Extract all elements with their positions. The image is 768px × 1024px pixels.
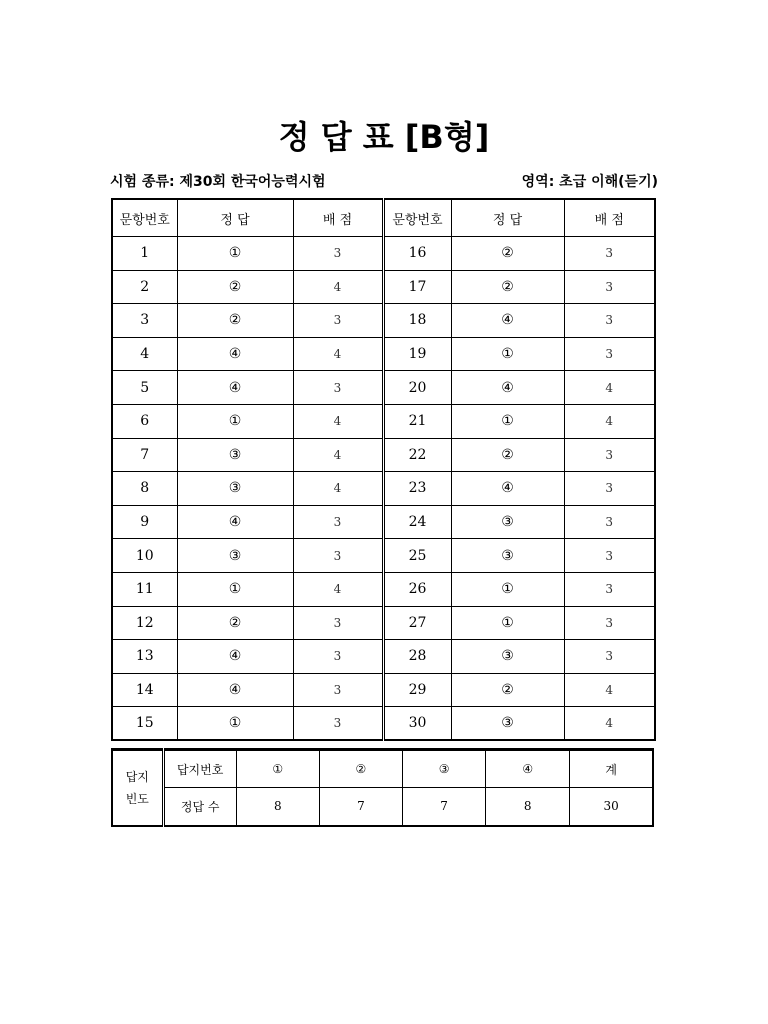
points-cell: 3 <box>564 270 655 304</box>
answer-cell: ④ <box>177 673 293 707</box>
freq-section-line1: 답지 <box>125 769 149 784</box>
question-number-cell: 21 <box>383 404 451 438</box>
question-number-cell: 5 <box>112 371 177 405</box>
question-number-cell: 17 <box>383 270 451 304</box>
points-cell: 3 <box>293 371 383 405</box>
page-title: 정 답 표 [B형] <box>278 118 490 156</box>
points-cell: 3 <box>293 640 383 674</box>
table-row <box>112 404 655 438</box>
question-number-cell: 2 <box>112 270 177 304</box>
freq-row1-cell: ③ <box>403 750 486 788</box>
question-number-cell: 3 <box>112 304 177 338</box>
answer-cell: ④ <box>177 505 293 539</box>
answer-cell: ② <box>451 673 564 707</box>
points-cell: 3 <box>293 304 383 338</box>
question-number-cell: 25 <box>383 539 451 573</box>
table-row <box>112 371 655 405</box>
header-answer-2: 정 답 <box>451 199 564 237</box>
freq-row1-label: 답지번호 <box>163 750 236 788</box>
points-cell: 3 <box>293 237 383 271</box>
freq-row2-cell: 7 <box>403 788 486 826</box>
points-cell: 4 <box>564 371 655 405</box>
header-points-2: 배 점 <box>564 199 655 237</box>
answer-cell: ② <box>177 606 293 640</box>
table-row <box>112 640 655 674</box>
question-number-cell: 12 <box>112 606 177 640</box>
answer-cell: ④ <box>451 304 564 338</box>
answer-cell: ① <box>177 707 293 741</box>
answer-cell: ② <box>177 304 293 338</box>
points-cell: 3 <box>564 640 655 674</box>
question-number-cell: 9 <box>112 505 177 539</box>
answer-cell: ③ <box>451 707 564 741</box>
header-question-number-2: 문항번호 <box>383 199 451 237</box>
question-number-cell: 15 <box>112 707 177 741</box>
answer-cell: ① <box>451 404 564 438</box>
points-cell: 3 <box>293 539 383 573</box>
question-number-cell: 10 <box>112 539 177 573</box>
freq-row-correct-count <box>112 788 653 826</box>
points-cell: 3 <box>293 707 383 741</box>
table-row <box>112 673 655 707</box>
question-number-cell: 7 <box>112 438 177 472</box>
freq-row2-cell: 8 <box>236 788 319 826</box>
question-number-cell: 26 <box>383 572 451 606</box>
points-cell: 3 <box>564 505 655 539</box>
points-cell: 4 <box>293 472 383 506</box>
freq-row1-total: 계 <box>570 750 653 788</box>
question-number-cell: 27 <box>383 606 451 640</box>
points-cell: 3 <box>564 304 655 338</box>
question-number-cell: 4 <box>112 337 177 371</box>
question-number-cell: 13 <box>112 640 177 674</box>
answer-cell: ③ <box>177 539 293 573</box>
header-points: 배 점 <box>293 199 383 237</box>
question-number-cell: 16 <box>383 237 451 271</box>
answer-cell: ④ <box>451 472 564 506</box>
freq-row1-cell: ① <box>236 750 319 788</box>
area-label: 영역: 초급 이해(듣기) <box>521 174 658 190</box>
answer-cell: ④ <box>177 640 293 674</box>
question-number-cell: 19 <box>383 337 451 371</box>
question-number-cell: 22 <box>383 438 451 472</box>
table-row <box>112 606 655 640</box>
points-cell: 3 <box>564 572 655 606</box>
answer-cell: ② <box>451 237 564 271</box>
exam-type-label: 시험 종류: 제30회 한국어능력시험 <box>110 174 326 190</box>
answer-cell: ① <box>177 237 293 271</box>
answer-cell: ① <box>451 606 564 640</box>
answer-cell: ② <box>177 270 293 304</box>
answer-cell: ③ <box>451 640 564 674</box>
points-cell: 4 <box>293 270 383 304</box>
question-number-cell: 18 <box>383 304 451 338</box>
points-cell: 4 <box>564 673 655 707</box>
answer-cell: ① <box>451 337 564 371</box>
table-row <box>112 270 655 304</box>
table-row <box>112 304 655 338</box>
points-cell: 3 <box>293 606 383 640</box>
question-number-cell: 29 <box>383 673 451 707</box>
table-row <box>112 337 655 371</box>
points-cell: 3 <box>564 237 655 271</box>
points-cell: 3 <box>564 337 655 371</box>
answer-cell: ④ <box>451 371 564 405</box>
freq-section-line2: 빈도 <box>125 791 149 806</box>
freq-row1-cell: ④ <box>486 750 570 788</box>
answer-cell: ① <box>177 404 293 438</box>
freq-row2-total: 30 <box>570 788 653 826</box>
answer-cell: ③ <box>451 539 564 573</box>
header-question-number: 문항번호 <box>112 199 177 237</box>
table-row <box>112 572 655 606</box>
question-number-cell: 8 <box>112 472 177 506</box>
table-row <box>112 472 655 506</box>
points-cell: 3 <box>564 472 655 506</box>
table-row <box>112 505 655 539</box>
answer-key-table <box>111 198 656 741</box>
points-cell: 3 <box>564 539 655 573</box>
question-number-cell: 23 <box>383 472 451 506</box>
question-number-cell: 1 <box>112 237 177 271</box>
points-cell: 3 <box>564 606 655 640</box>
freq-row2-cell: 7 <box>319 788 402 826</box>
table-row <box>112 707 655 741</box>
answer-cell: ③ <box>177 438 293 472</box>
table-row <box>112 539 655 573</box>
points-cell: 3 <box>293 673 383 707</box>
answer-cell: ② <box>451 270 564 304</box>
points-cell: 4 <box>293 572 383 606</box>
freq-row2-cell: 8 <box>486 788 570 826</box>
answer-cell: ③ <box>451 505 564 539</box>
freq-section-label <box>112 750 163 826</box>
header-answer: 정 답 <box>177 199 293 237</box>
table-row <box>112 237 655 271</box>
answer-frequency-table <box>111 748 654 827</box>
answer-cell: ① <box>451 572 564 606</box>
answer-cell: ④ <box>177 337 293 371</box>
freq-row2-label: 정답 수 <box>163 788 236 826</box>
question-number-cell: 20 <box>383 371 451 405</box>
question-number-cell: 28 <box>383 640 451 674</box>
answer-cell: ① <box>177 572 293 606</box>
question-number-cell: 6 <box>112 404 177 438</box>
points-cell: 4 <box>293 438 383 472</box>
points-cell: 3 <box>293 505 383 539</box>
question-number-cell: 30 <box>383 707 451 741</box>
question-number-cell: 14 <box>112 673 177 707</box>
answer-cell: ④ <box>177 371 293 405</box>
freq-row1-cell: ② <box>319 750 402 788</box>
answer-cell: ② <box>451 438 564 472</box>
points-cell: 4 <box>564 707 655 741</box>
freq-row-answer-number <box>112 750 653 788</box>
answer-cell: ③ <box>177 472 293 506</box>
table-header-row <box>112 199 655 237</box>
table-row <box>112 438 655 472</box>
points-cell: 4 <box>293 337 383 371</box>
points-cell: 3 <box>564 438 655 472</box>
question-number-cell: 11 <box>112 572 177 606</box>
points-cell: 4 <box>564 404 655 438</box>
question-number-cell: 24 <box>383 505 451 539</box>
points-cell: 4 <box>293 404 383 438</box>
